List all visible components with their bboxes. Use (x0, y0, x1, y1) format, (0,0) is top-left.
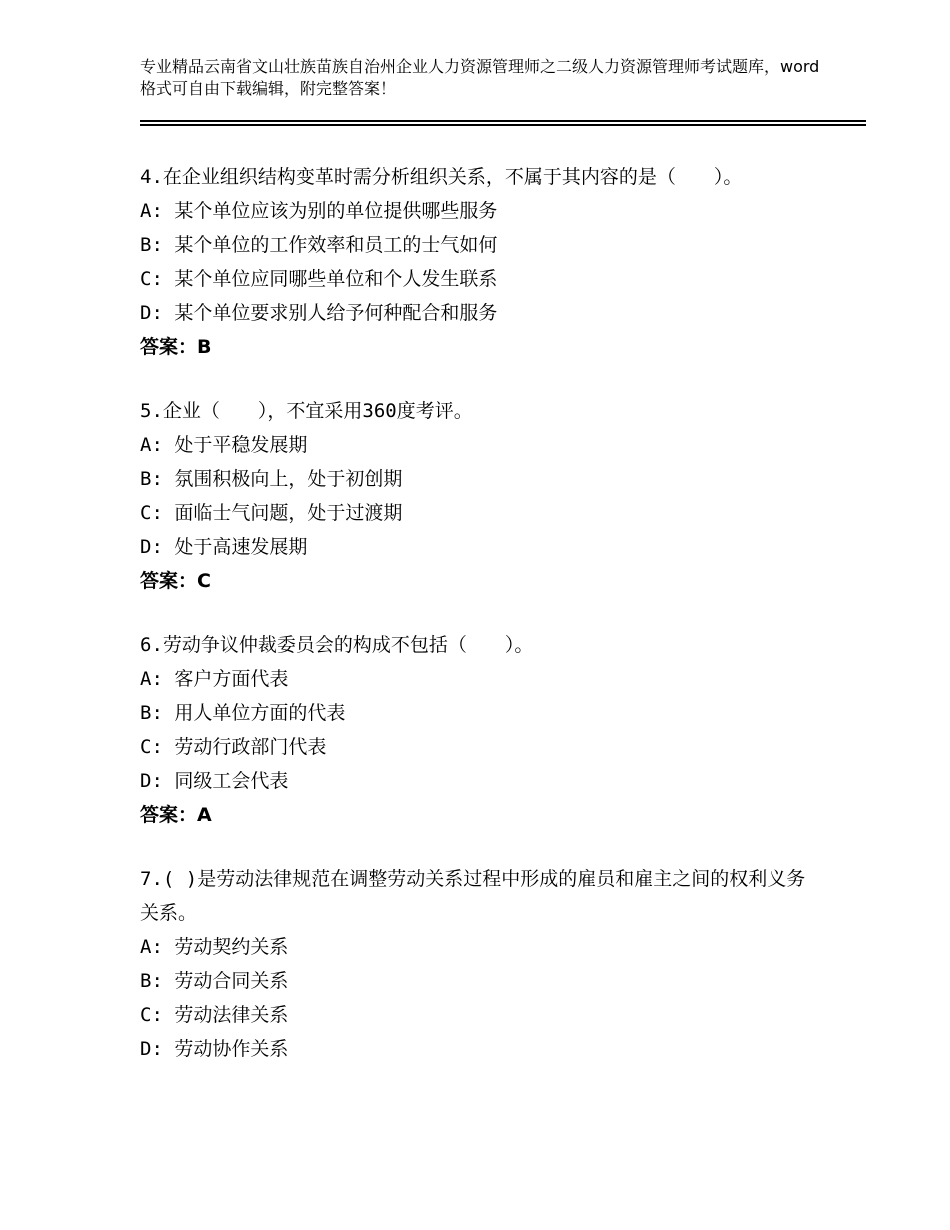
option-text: 劳动协作关系 (174, 1038, 289, 1060)
option-key: B: (140, 468, 163, 490)
option-key: C: (140, 1004, 163, 1026)
option-key: D: (140, 302, 163, 324)
option-d (140, 296, 820, 330)
option-key: A: (140, 668, 163, 690)
option-d (140, 530, 820, 564)
option-key: C: (140, 736, 163, 758)
option-key: C: (140, 268, 163, 290)
option-c (140, 998, 820, 1032)
question-5 (140, 394, 820, 598)
question-7 (140, 862, 820, 1066)
option-b (140, 462, 820, 496)
answer-label: 答案：C (140, 570, 211, 592)
option-key: B: (140, 234, 163, 256)
option-text: 客户方面代表 (174, 668, 289, 690)
option-key: B: (140, 970, 163, 992)
option-key: D: (140, 536, 163, 558)
option-key: C: (140, 502, 163, 524)
option-text: 某个单位的工作效率和员工的士气如何 (174, 234, 498, 256)
option-c (140, 496, 820, 530)
option-key: B: (140, 702, 163, 724)
option-text: 处于高速发展期 (174, 536, 308, 558)
option-text: 氛围积极向上，处于初创期 (174, 468, 403, 490)
option-d (140, 764, 820, 798)
option-a (140, 428, 820, 462)
option-d (140, 1032, 820, 1066)
option-text: 用人单位方面的代表 (174, 702, 346, 724)
option-text: 劳动契约关系 (174, 936, 289, 958)
option-text: 劳动行政部门代表 (174, 736, 327, 758)
option-key: A: (140, 200, 163, 222)
option-text: 某个单位应该为别的单位提供哪些服务 (174, 200, 498, 222)
option-text: 处于平稳发展期 (174, 434, 308, 456)
question-stem: 7.( )是劳动法律规范在调整劳动关系过程中形成的雇员和雇主之间的权利义务关系。 (140, 868, 806, 924)
option-text: 某个单位要求别人给予何种配合和服务 (174, 302, 498, 324)
option-b (140, 228, 820, 262)
question-stem: 6.劳动争议仲裁委员会的构成不包括（ ）。 (140, 634, 534, 656)
option-c (140, 730, 820, 764)
option-key: A: (140, 434, 163, 456)
question-stem: 4.在企业组织结构变革时需分析组织关系，不属于其内容的是（ ）。 (140, 166, 743, 188)
option-text: 同级工会代表 (174, 770, 289, 792)
option-text: 劳动合同关系 (174, 970, 289, 992)
header-divider (140, 120, 866, 126)
option-text: 面临士气问题，处于过渡期 (174, 502, 403, 524)
option-a (140, 930, 820, 964)
document-header: 专业精品云南省文山壮族苗族自治州企业人力资源管理师之二级人力资源管理师考试题库，word格式可自由下载编辑，附完整答案！ (140, 57, 820, 98)
option-c (140, 262, 820, 296)
option-a (140, 194, 820, 228)
answer-label: 答案：B (140, 336, 212, 358)
option-text: 劳动法律关系 (174, 1004, 289, 1026)
answer-label: 答案：A (140, 804, 212, 826)
option-b (140, 696, 820, 730)
question-list (140, 160, 820, 1096)
option-b (140, 964, 820, 998)
option-key: D: (140, 1038, 163, 1060)
option-a (140, 662, 820, 696)
question-4 (140, 160, 820, 364)
option-text: 某个单位应同哪些单位和个人发生联系 (174, 268, 498, 290)
question-stem: 5.企业（ ），不宜采用360度考评。 (140, 400, 473, 422)
question-6 (140, 628, 820, 832)
option-key: D: (140, 770, 163, 792)
option-key: A: (140, 936, 163, 958)
